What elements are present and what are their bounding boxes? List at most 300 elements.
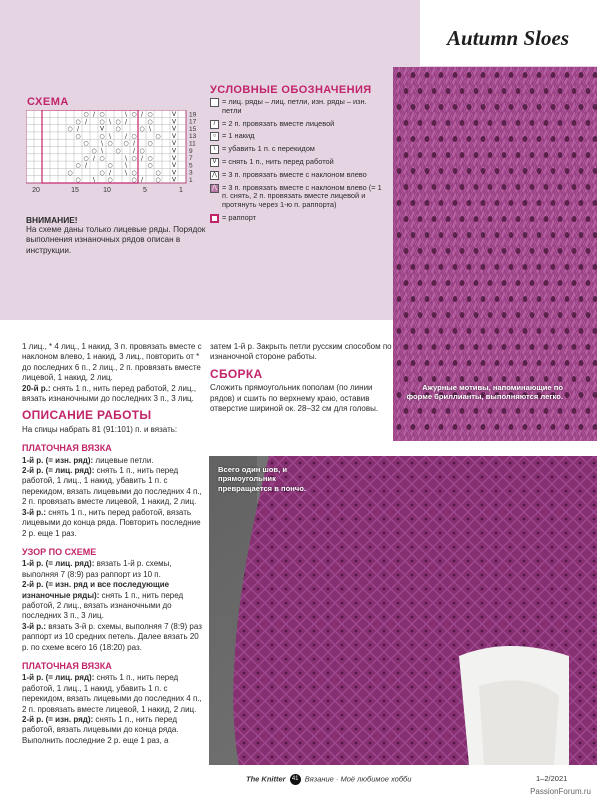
lace-hole	[474, 312, 479, 318]
lace-hole	[411, 136, 416, 142]
footer-magazine-subtitle: Вязание · Моё любимое хобби	[304, 774, 412, 784]
lace-hole	[565, 360, 570, 366]
chart-symbol: ○	[107, 176, 113, 184]
lace-hole	[523, 360, 528, 366]
legend-item	[210, 132, 386, 141]
section-garter-1-title: ПЛАТОЧНАЯ ВЯЗКА	[22, 443, 112, 454]
lace-hole	[418, 88, 423, 94]
lace-hole	[474, 88, 479, 94]
chart-symbol: ○	[83, 111, 89, 118]
lace-hole	[432, 248, 437, 254]
description-title: ОПИСАНИЕ РАБОТЫ	[22, 408, 152, 423]
lace-hole	[565, 136, 570, 142]
lace-hole	[474, 408, 479, 414]
lace-hole	[446, 376, 451, 382]
section-garter-2-title: ПЛАТОЧНАЯ ВЯЗКА	[22, 660, 112, 671]
lace-hole	[544, 184, 549, 190]
lace-hole	[537, 328, 542, 334]
lace-hole	[404, 344, 409, 350]
lace-hole	[467, 264, 472, 270]
lace-hole	[565, 200, 570, 206]
lace-hole	[411, 328, 416, 334]
lace-hole	[551, 72, 556, 78]
chart-symbol: ○	[107, 162, 113, 170]
lace-hole	[453, 296, 458, 302]
lace-hole	[572, 344, 577, 350]
lace-hole	[439, 424, 444, 430]
lace-hole	[418, 280, 423, 286]
row-label: 3-й р.:	[22, 621, 47, 631]
row-label: 1-й р. (= лиц. ряд):	[22, 559, 95, 569]
chart-symbol: ○	[75, 176, 81, 184]
chart-symbol: V	[171, 169, 177, 177]
lace-hole	[432, 344, 437, 350]
legend-item-text: = раппорт	[222, 212, 257, 222]
legend-item-text: = 1 накид	[222, 131, 255, 141]
lace-hole	[467, 136, 472, 142]
lace-hole	[579, 360, 584, 366]
row-label: 2-й р. (= изн. ряд и все последующие изнаночные ряды):	[22, 580, 170, 600]
lace-hole	[418, 376, 423, 382]
chart-symbol: \	[124, 169, 128, 177]
page-number: 41	[290, 774, 301, 785]
lace-hole	[523, 136, 528, 142]
lace-hole	[586, 152, 591, 158]
chart-symbol: \	[108, 132, 112, 140]
lace-hole	[551, 136, 556, 142]
chart-symbol: ○	[115, 125, 121, 133]
lace-hole	[404, 184, 409, 190]
chart-symbol: /	[108, 169, 112, 177]
lace-hole	[544, 120, 549, 126]
yarn-over-icon: ○	[210, 132, 219, 141]
lace-hole	[397, 424, 402, 430]
lace-hole	[509, 168, 514, 174]
chart-symbol: ○	[139, 147, 145, 155]
lace-hole	[565, 72, 570, 78]
lace-hole	[537, 200, 542, 206]
chart-symbol: /	[92, 154, 96, 162]
lace-hole	[530, 280, 535, 286]
chart-symbol: ○	[83, 140, 89, 148]
legend-item	[210, 184, 386, 210]
lace-hole	[481, 200, 486, 206]
lace-hole	[537, 72, 542, 78]
chart-symbol: /	[132, 147, 136, 155]
lace-hole	[558, 312, 563, 318]
lace-hole	[586, 280, 591, 286]
chart-symbol: /	[76, 125, 80, 133]
row-label: 20-й р.:	[22, 383, 51, 393]
footer-magazine-name: The Knitter	[246, 774, 286, 784]
lace-hole	[537, 264, 542, 270]
lace-hole	[446, 344, 451, 350]
lace-hole	[530, 408, 535, 414]
lace-hole	[467, 72, 472, 78]
lace-hole	[481, 328, 486, 334]
chart-row-number: 13	[189, 133, 197, 141]
lace-hole	[397, 136, 402, 142]
chart-column-numbers	[26, 187, 188, 197]
lace-hole	[460, 216, 465, 222]
chart-symbol: /	[84, 118, 88, 126]
lace-hole	[439, 168, 444, 174]
lace-hole	[516, 88, 521, 94]
lace-hole	[453, 360, 458, 366]
lace-hole	[509, 328, 514, 334]
legend-item-text: = снять 1 п., нить перед работой	[222, 156, 334, 166]
chart-symbol: ○	[67, 125, 73, 133]
legend-item	[210, 171, 386, 180]
lace-hole	[495, 200, 500, 206]
lace-hole	[404, 408, 409, 414]
lace-hole	[418, 120, 423, 126]
lace-hole	[460, 408, 465, 414]
lace-hole	[418, 184, 423, 190]
lace-hole	[460, 280, 465, 286]
lace-hole	[397, 296, 402, 302]
lace-hole	[467, 232, 472, 238]
chart-symbol: /	[140, 154, 144, 162]
lace-hole	[516, 312, 521, 318]
row-1	[22, 559, 204, 580]
chart-symbol: ○	[131, 176, 137, 184]
lace-hole	[523, 200, 528, 206]
lace-hole	[418, 408, 423, 414]
lace-hole	[495, 136, 500, 142]
lace-hole	[523, 168, 528, 174]
lace-hole	[397, 104, 402, 110]
lace-hole	[558, 152, 563, 158]
lace-hole	[558, 408, 563, 414]
chart-symbol: ○	[147, 162, 153, 170]
lace-hole	[488, 120, 493, 126]
chart-col-num: 20	[32, 187, 40, 194]
lace-hole	[439, 328, 444, 334]
lace-hole	[502, 280, 507, 286]
chart-symbol: V	[171, 132, 177, 140]
lace-hole	[558, 120, 563, 126]
lace-hole	[565, 296, 570, 302]
lace-hole	[530, 88, 535, 94]
chart-symbol: ○	[131, 169, 137, 177]
chart-row-number: 15	[189, 125, 197, 133]
row-text: снять 1 п., нить перед работой, 1 лиц., 1 накид, убавить 1 п. с перекидом, вязать лицевыми до последних 4 п., 2 п. провязать вместе лицевой, 1 накид, 2 лиц.	[22, 466, 202, 507]
lace-hole	[565, 232, 570, 238]
lace-hole	[572, 312, 577, 318]
lace-hole	[432, 216, 437, 222]
chart-symbol: /	[124, 118, 128, 126]
lace-hole	[432, 280, 437, 286]
legend-item-text: = убавить 1 п. с перекидом	[222, 144, 315, 154]
lace-hole	[502, 120, 507, 126]
lace-hole	[397, 264, 402, 270]
lace-hole	[565, 264, 570, 270]
lace-hole	[572, 152, 577, 158]
lace-hole	[502, 152, 507, 158]
lace-hole	[467, 360, 472, 366]
lace-hole	[565, 104, 570, 110]
lace-hole	[439, 360, 444, 366]
lace-hole	[572, 248, 577, 254]
lace-hole	[516, 152, 521, 158]
chart-symbol: \	[100, 140, 104, 148]
chart-symbol: /	[92, 111, 96, 118]
lace-hole	[579, 328, 584, 334]
chart-symbol: \	[124, 154, 128, 162]
lace-hole	[481, 136, 486, 142]
lace-hole	[558, 280, 563, 286]
lace-hole	[460, 344, 465, 350]
lace-hole	[432, 312, 437, 318]
lace-hole	[502, 184, 507, 190]
lace-hole	[495, 264, 500, 270]
lace-hole	[453, 168, 458, 174]
lace-hole	[460, 184, 465, 190]
lace-hole	[551, 200, 556, 206]
lace-hole	[544, 152, 549, 158]
chart-symbol: V	[171, 140, 177, 148]
lace-hole	[425, 424, 430, 430]
chart-symbol: V	[99, 125, 105, 133]
lace-hole	[425, 136, 430, 142]
poncho-photo	[209, 456, 597, 765]
lace-hole	[516, 216, 521, 222]
k2tog-icon: /	[210, 120, 219, 129]
lace-hole	[439, 296, 444, 302]
lace-hole	[404, 248, 409, 254]
chart-symbol: ○	[67, 169, 73, 177]
lace-hole	[411, 424, 416, 430]
lace-hole	[579, 264, 584, 270]
scheme-title: СХЕМА	[27, 96, 69, 108]
row-3	[22, 622, 204, 653]
lace-hole	[565, 392, 570, 398]
instructions-column-1	[22, 342, 204, 746]
lace-hole	[425, 200, 430, 206]
lace-hole	[502, 312, 507, 318]
lace-hole	[551, 360, 556, 366]
chart-col-num: 15	[71, 187, 79, 194]
lace-hole	[481, 360, 486, 366]
lace-hole	[586, 88, 591, 94]
ssk-icon: \	[210, 145, 219, 154]
chart-symbol: ○	[99, 118, 105, 126]
lace-hole	[418, 152, 423, 158]
lace-hole	[439, 232, 444, 238]
lace-hole	[453, 200, 458, 206]
lace-hole	[446, 216, 451, 222]
lace-hole	[446, 152, 451, 158]
lace-hole	[495, 328, 500, 334]
k3tog-left-icon: ⋀	[210, 171, 219, 180]
assembly-title: СБОРКА	[210, 366, 263, 381]
lace-hole	[530, 376, 535, 382]
lace-hole	[537, 360, 542, 366]
lace-hole	[432, 376, 437, 382]
chart-symbol: \	[148, 125, 152, 133]
lace-hole	[502, 248, 507, 254]
lace-hole	[530, 248, 535, 254]
chart-symbol: V	[171, 118, 177, 126]
lace-hole	[488, 408, 493, 414]
chart-symbol: ○	[147, 118, 153, 126]
chart-symbol: ○	[83, 154, 89, 162]
lace-hole	[516, 120, 521, 126]
lace-hole	[404, 88, 409, 94]
lace-hole	[474, 216, 479, 222]
lace-hole	[453, 264, 458, 270]
lace-hole	[425, 72, 430, 78]
chart-col-num: 5	[143, 187, 147, 194]
lace-hole	[453, 424, 458, 430]
lace-hole	[467, 104, 472, 110]
lace-hole	[453, 104, 458, 110]
lace-hole	[551, 296, 556, 302]
chart-row-number: 3	[189, 169, 193, 177]
lace-hole	[411, 104, 416, 110]
lace-hole	[460, 312, 465, 318]
lace-hole	[481, 296, 486, 302]
lace-hole	[495, 360, 500, 366]
lace-hole	[418, 312, 423, 318]
chart-symbol: ○	[99, 154, 105, 162]
cast-on-text: На спицы набрать 81 (91:101) п. и вязать:	[22, 424, 178, 434]
slip-stitch-icon: V	[210, 158, 219, 167]
lace-hole	[495, 232, 500, 238]
lace-hole	[502, 376, 507, 382]
lace-hole	[572, 216, 577, 222]
lace-hole	[544, 376, 549, 382]
lace-hole	[572, 408, 577, 414]
chart-row-number: 17	[189, 118, 197, 126]
lace-hole	[411, 168, 416, 174]
lace-hole	[467, 328, 472, 334]
legend-item	[210, 98, 386, 116]
legend-title: УСЛОВНЫЕ ОБОЗНАЧЕНИЯ	[210, 84, 372, 96]
lace-hole	[474, 120, 479, 126]
row-1	[22, 673, 204, 715]
chart-symbol: ○	[147, 140, 153, 148]
lace-hole	[544, 88, 549, 94]
lace-hole	[551, 168, 556, 174]
lace-hole	[523, 296, 528, 302]
page-footer	[0, 770, 597, 800]
chart-col-num: 1	[179, 187, 183, 194]
chart-symbol: ○	[139, 125, 145, 133]
lace-hole	[530, 344, 535, 350]
lace-hole	[446, 88, 451, 94]
lace-hole	[460, 248, 465, 254]
lace-hole	[579, 200, 584, 206]
chart-symbol: /	[124, 132, 128, 140]
lace-hole	[446, 184, 451, 190]
chart-symbol: ○	[107, 140, 113, 148]
row-text: снять 1 п., нить перед работой, 2 лиц., вязать изнаночными до последних 3 п., 3 лиц.	[22, 590, 184, 621]
lace-hole	[523, 104, 528, 110]
row-20	[22, 384, 204, 405]
lace-hole	[488, 152, 493, 158]
chart-symbol: V	[171, 176, 177, 184]
row-text: вязать 1-й р. схемы, выполняя 7 (8:9) раз раппорт из 10 п.	[22, 559, 172, 579]
lace-hole	[453, 136, 458, 142]
k3tog-rapport-icon: ⋀	[210, 184, 219, 193]
chart-symbol: V	[171, 125, 177, 133]
lace-hole	[425, 104, 430, 110]
lace-hole	[537, 232, 542, 238]
lace-hole	[411, 360, 416, 366]
lace-hole	[516, 280, 521, 286]
lace-hole	[509, 360, 514, 366]
chart-symbol: ○	[131, 154, 137, 162]
lace-hole	[474, 248, 479, 254]
lace-hole	[460, 120, 465, 126]
row-label: 1-й р. (= лиц. ряд):	[22, 673, 95, 683]
legend-item	[210, 145, 386, 154]
assembly-text: Сложить прямоугольник пополам (по линии рядов) и сшить по верхнему краю, оставив отверстие шириной ок. 28–32 см для головы.	[210, 383, 379, 414]
chart-row-number: 7	[189, 155, 193, 163]
chart-symbol: ○	[155, 176, 161, 184]
lace-hole	[474, 152, 479, 158]
notice-text: На схеме даны только лицевые ряды. Порядок выполнения изнаночных рядов описан в инструкции.	[26, 225, 206, 255]
footer-issue: 1–2/2021	[536, 774, 568, 783]
row-2	[22, 580, 204, 622]
chart-symbol: /	[84, 162, 88, 170]
legend-item-text: = 3 п. провязать вместе с наклоном влево	[222, 169, 367, 179]
lace-hole	[467, 200, 472, 206]
lace-hole	[502, 88, 507, 94]
chart-symbol: ○	[75, 132, 81, 140]
lace-hole	[460, 88, 465, 94]
lace-hole	[481, 72, 486, 78]
lace-hole	[411, 200, 416, 206]
row-2	[22, 715, 204, 746]
lace-hole	[488, 312, 493, 318]
lace-hole	[481, 424, 486, 430]
lace-hole	[397, 392, 402, 398]
lace-hole	[509, 424, 514, 430]
row-label: 2-й р. (= изн. ряд):	[22, 715, 94, 724]
chart-symbol: ○	[131, 111, 137, 118]
chart-symbol: ○	[75, 118, 81, 126]
lace-hole	[509, 136, 514, 142]
lace-hole	[502, 408, 507, 414]
lace-hole	[488, 376, 493, 382]
lace-hole	[558, 88, 563, 94]
lace-hole	[558, 184, 563, 190]
legend-item	[210, 120, 386, 129]
chart-symbol: ○	[75, 162, 81, 170]
lace-hole	[404, 216, 409, 222]
lace-hole	[474, 344, 479, 350]
chart-symbol: ○	[115, 118, 121, 126]
lace-hole	[495, 424, 500, 430]
lace-hole	[523, 424, 528, 430]
lace-hole	[579, 232, 584, 238]
lace-hole	[446, 120, 451, 126]
lace-hole	[488, 88, 493, 94]
lace-hole	[495, 72, 500, 78]
lace-hole	[544, 248, 549, 254]
lace-hole	[481, 168, 486, 174]
lace-hole	[537, 296, 542, 302]
lace-hole	[432, 88, 437, 94]
row-text: вязать 3-й р. схемы, выполняя 7 (8:9) раз раппорт из 10 средних петель. Далее вязать 20 р. по схеме всего 16 (18:20) раз.	[22, 621, 202, 652]
chart-row-number: 1	[189, 177, 193, 184]
lace-hole	[439, 264, 444, 270]
lace-hole	[558, 344, 563, 350]
lace-hole	[572, 280, 577, 286]
